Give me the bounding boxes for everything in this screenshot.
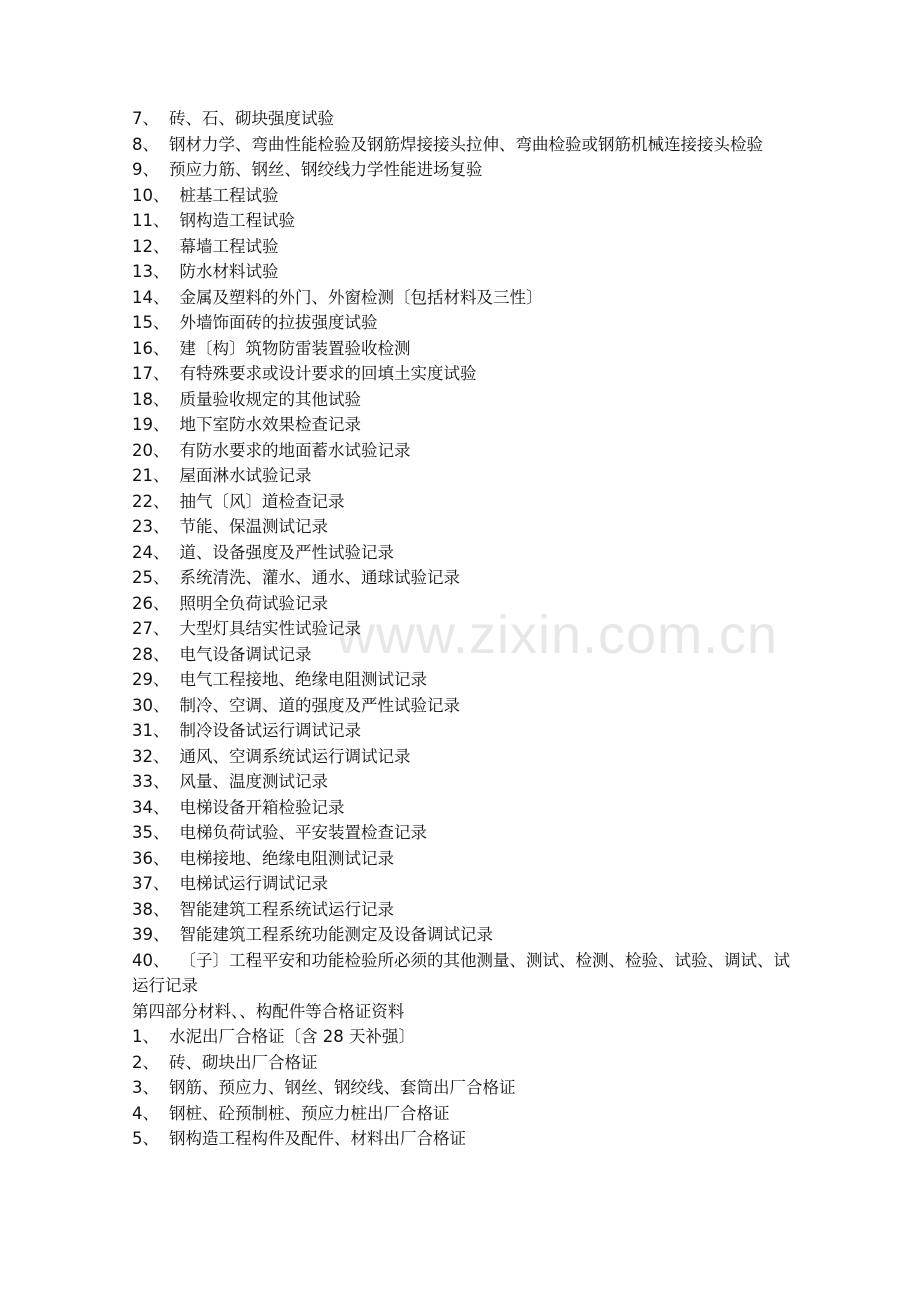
list-item-number: 39、 <box>132 925 170 944</box>
list-item-number: 33、 <box>132 772 170 791</box>
list-item <box>132 310 792 336</box>
list-item-number: 11、 <box>132 211 170 230</box>
list-item-text: 幕墙工程试验 <box>179 236 279 256</box>
list-item-text: 节能、保温测试记录 <box>179 517 328 536</box>
list-item-number: 36、 <box>132 848 170 868</box>
list-item-number: 10、 <box>132 185 170 205</box>
list-item-number: 17、 <box>132 364 170 383</box>
list-item-text: 外墙饰面砖的拉拔强度试验 <box>179 313 378 332</box>
list-item-number: 35、 <box>132 823 170 842</box>
list-item <box>132 769 792 795</box>
list-item <box>132 846 792 872</box>
list-item-number: 14、 <box>132 287 170 307</box>
list-item-text: 水泥出厂合格证〔含 28 天补强〕 <box>169 1027 415 1046</box>
list-item <box>132 1126 792 1152</box>
list-item-number: 32、 <box>132 746 170 766</box>
list-item-text: 砖、砌块出厂合格证 <box>169 1052 318 1072</box>
list-item-number: 9、 <box>132 160 159 179</box>
list-item-text: 大型灯具结实性试验记录 <box>179 619 361 638</box>
list-item-text: 电梯负荷试验、平安装置检查记录 <box>179 823 427 842</box>
list-item-number: 28、 <box>132 644 170 664</box>
list-item <box>132 693 792 719</box>
list-item <box>132 387 792 413</box>
list-item-text: 智能建筑工程系统功能测定及设备调试记录 <box>179 925 493 944</box>
list-item <box>132 922 792 948</box>
list-item-number: 16、 <box>132 338 170 358</box>
list-item-text: 地下室防水效果检查记录 <box>179 415 361 434</box>
list-item <box>132 183 792 209</box>
list-item <box>132 208 792 234</box>
list-item <box>132 871 792 897</box>
list-item-number: 37、 <box>132 874 170 893</box>
list-item-text: 抽气〔风〕道检查记录 <box>179 491 345 511</box>
list-item-text: 制冷、空调、道的强度及严性试验记录 <box>179 695 460 715</box>
list-item-text: 道、设备强度及严性试验记录 <box>179 542 394 562</box>
list-item-number: 30、 <box>132 695 170 715</box>
list-item-number: 31、 <box>132 721 170 740</box>
certificate-list <box>132 1024 792 1152</box>
list-item <box>132 1050 792 1076</box>
list-item <box>132 795 792 821</box>
list-item-number: 8、 <box>132 134 159 154</box>
list-item-number: 24、 <box>132 542 170 562</box>
list-item-number: 23、 <box>132 517 170 536</box>
list-item <box>132 336 792 362</box>
list-item <box>132 540 792 566</box>
list-item-text: 制冷设备试运行调试记录 <box>179 721 361 740</box>
list-item-text: 电气设备调试记录 <box>179 644 312 664</box>
list-item-text: 钢材力学、弯曲性能检验及钢筋焊接接头拉伸、弯曲检验或钢筋机械连接接头检验 <box>169 134 763 154</box>
list-item <box>132 438 792 464</box>
list-item <box>132 897 792 923</box>
list-item-text: 桩基工程试验 <box>179 185 279 205</box>
list-item-text: 电梯设备开箱检验记录 <box>179 797 345 817</box>
list-item <box>132 744 792 770</box>
list-item-text: 钢桩、砼预制桩、预应力桩出厂合格证 <box>169 1103 450 1123</box>
list-item <box>132 259 792 285</box>
list-item <box>132 489 792 515</box>
list-item-text: 金属及塑料的外门、外窗检测〔包括材料及三性〕 <box>179 287 543 307</box>
watermark-text: www.zixin.com.cn <box>336 605 779 665</box>
list-item-number: 29、 <box>132 670 170 689</box>
list-item-text: 系统清洗、灌水、通水、通球试验记录 <box>179 568 460 587</box>
list-item <box>132 1101 792 1127</box>
list-item-number: 3、 <box>132 1078 159 1097</box>
list-item <box>132 718 792 744</box>
list-item <box>132 361 792 387</box>
list-item-text: 钢构造工程试验 <box>179 211 295 230</box>
section-heading: 第四部分材料、、构配件等合格证资料 <box>132 1001 405 1021</box>
list-item <box>132 565 792 591</box>
list-item-number: 5、 <box>132 1129 159 1148</box>
list-item <box>132 132 792 158</box>
list-item-number: 15、 <box>132 313 170 332</box>
list-item-text: 建〔构〕筑物防雷装置验收检测 <box>179 338 411 358</box>
test-record-list <box>132 106 792 999</box>
list-item-text: 电梯试运行调试记录 <box>179 874 328 893</box>
list-item-text: 屋面淋水试验记录 <box>179 466 312 485</box>
list-item-text: 通风、空调系统试运行调试记录 <box>179 746 411 766</box>
list-item-number: 1、 <box>132 1027 159 1046</box>
list-item <box>132 157 792 183</box>
list-item-number: 22、 <box>132 491 170 511</box>
list-item <box>132 106 792 132</box>
list-item <box>132 514 792 540</box>
list-item-text: 砖、石、砌块强度试验 <box>169 109 334 128</box>
list-item-number: 25、 <box>132 568 170 587</box>
list-item-number: 21、 <box>132 466 170 485</box>
list-item-number: 12、 <box>132 236 170 256</box>
list-item-text: 风量、温度测试记录 <box>179 772 328 791</box>
list-item <box>132 234 792 260</box>
list-item-text: 钢构造工程构件及配件、材料出厂合格证 <box>169 1129 466 1148</box>
list-item-number: 40、 <box>132 950 170 970</box>
list-item <box>132 948 792 999</box>
list-item-number: 4、 <box>132 1103 159 1123</box>
list-item-text: 钢筋、预应力、钢丝、钢绞线、套筒出厂合格证 <box>169 1078 516 1097</box>
list-item <box>132 667 792 693</box>
list-item-number: 7、 <box>132 109 159 128</box>
list-item-number: 13、 <box>132 262 170 281</box>
list-item <box>132 1075 792 1101</box>
list-item-text: 电气工程接地、绝缘电阻测试记录 <box>179 670 427 689</box>
list-item-number: 20、 <box>132 440 170 460</box>
list-item-number: 19、 <box>132 415 170 434</box>
list-item-text: 照明全负荷试验记录 <box>179 593 328 613</box>
list-item-text: 质量验收规定的其他试验 <box>179 389 361 409</box>
list-item-text: 电梯接地、绝缘电阻测试记录 <box>179 848 394 868</box>
list-item <box>132 285 792 311</box>
list-item-text: 〔子〕工程平安和功能检验所必须的其他测量、测试、检测、检验、试验、调试、试运行记录 <box>132 950 790 995</box>
list-item-number: 27、 <box>132 619 170 638</box>
list-item <box>132 463 792 489</box>
list-item-text: 有防水要求的地面蓄水试验记录 <box>179 440 411 460</box>
list-item-text: 智能建筑工程系统试运行记录 <box>179 899 394 919</box>
list-item-text: 防水材料试验 <box>179 262 279 281</box>
list-item-number: 38、 <box>132 899 170 919</box>
list-item-text: 预应力筋、钢丝、钢绞线力学性能进场复验 <box>169 160 483 179</box>
list-item-number: 2、 <box>132 1052 159 1072</box>
list-item <box>132 412 792 438</box>
list-item-number: 18、 <box>132 389 170 409</box>
list-item-number: 34、 <box>132 797 170 817</box>
list-item-text: 有特殊要求或设计要求的回填土实度试验 <box>179 364 477 383</box>
list-item <box>132 820 792 846</box>
list-item-number: 26、 <box>132 593 170 613</box>
list-item <box>132 1024 792 1050</box>
